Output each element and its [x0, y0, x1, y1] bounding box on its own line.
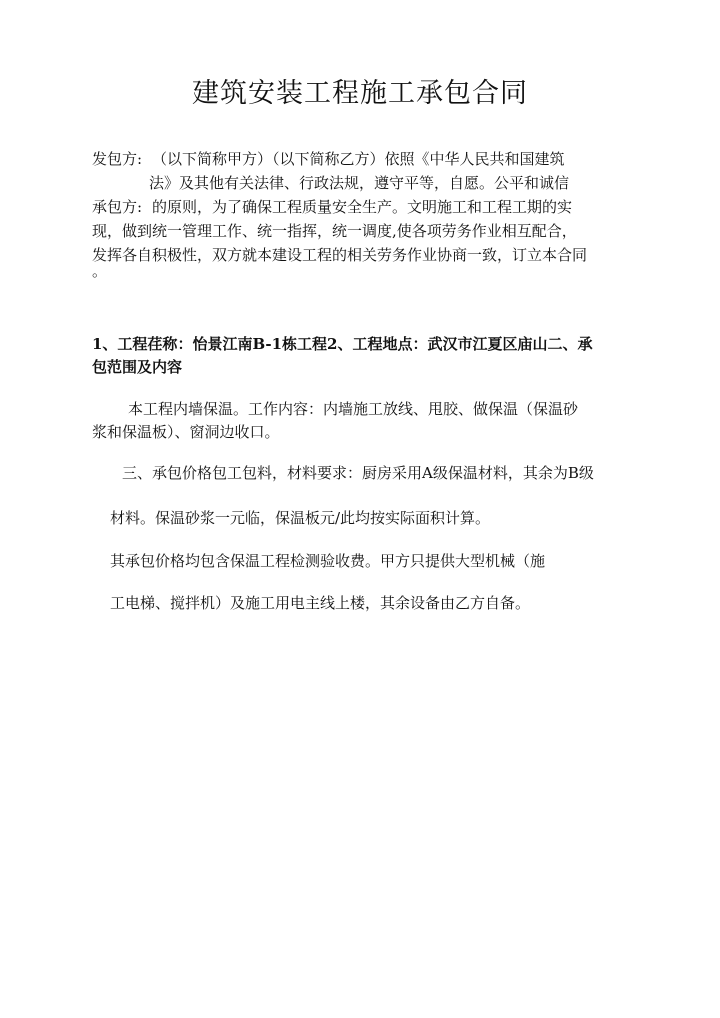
section1-line-1: 1、工程荏称：怡景江南B-1栋工程2、工程地点：武汉市江夏区庙山二、承	[92, 335, 593, 353]
section3-line-1: 三、承包价格包工包料，材料要求：厨房采用A级保温材料，其余为B级	[122, 464, 594, 482]
intro-line-4: 现，做到统一管理工作、统一指挥，统一调度,使各项劳务作业相互配合，	[92, 222, 577, 240]
intro-line-1-text: （以下简称甲方）（以下简称乙方）依照《中华人民共和国建筑	[152, 150, 565, 168]
section3-line-4: 工电梯、搅拌机）及施工用电主线上楼，其余设备由乙方自备。	[110, 594, 531, 612]
document-title: 建筑安装工程施工承包合同	[192, 78, 528, 109]
section3-line-2: 材料。保温砂浆一元临，保温板元/此均按实际面积计算。	[110, 509, 491, 527]
scope-line-2: 浆和保温板）、窗洞边收口。	[92, 423, 280, 441]
employer-label: 发包方:	[92, 150, 143, 168]
intro-line-6: 。	[92, 262, 108, 280]
intro-line-1	[92, 148, 565, 170]
section3-line-3: 其承包价格均包含保温工程检测验收费。甲方只提供大型机械（施	[110, 552, 546, 570]
intro-line-3-text: 的原则，为了确保工程质量安全生产。文明施工和工程工期的实	[152, 198, 573, 216]
intro-line-2: 法》及其他有关法律、行政法规，遵守平等，自愿。公平和诚信	[149, 174, 570, 192]
contractor-label: 承包方:	[92, 198, 143, 216]
scope-line-1: 本工程内墙保温。工作内容：内墙施工放线、甩胶、做保温（保温砂	[128, 400, 579, 418]
intro-line-3	[92, 196, 572, 218]
section1-line-2: 包范围及内容	[92, 358, 183, 376]
intro-line-5: 发挥各自积极性，双方就本建设工程的相关劳务作业协商一致，订立本合同	[92, 246, 588, 264]
